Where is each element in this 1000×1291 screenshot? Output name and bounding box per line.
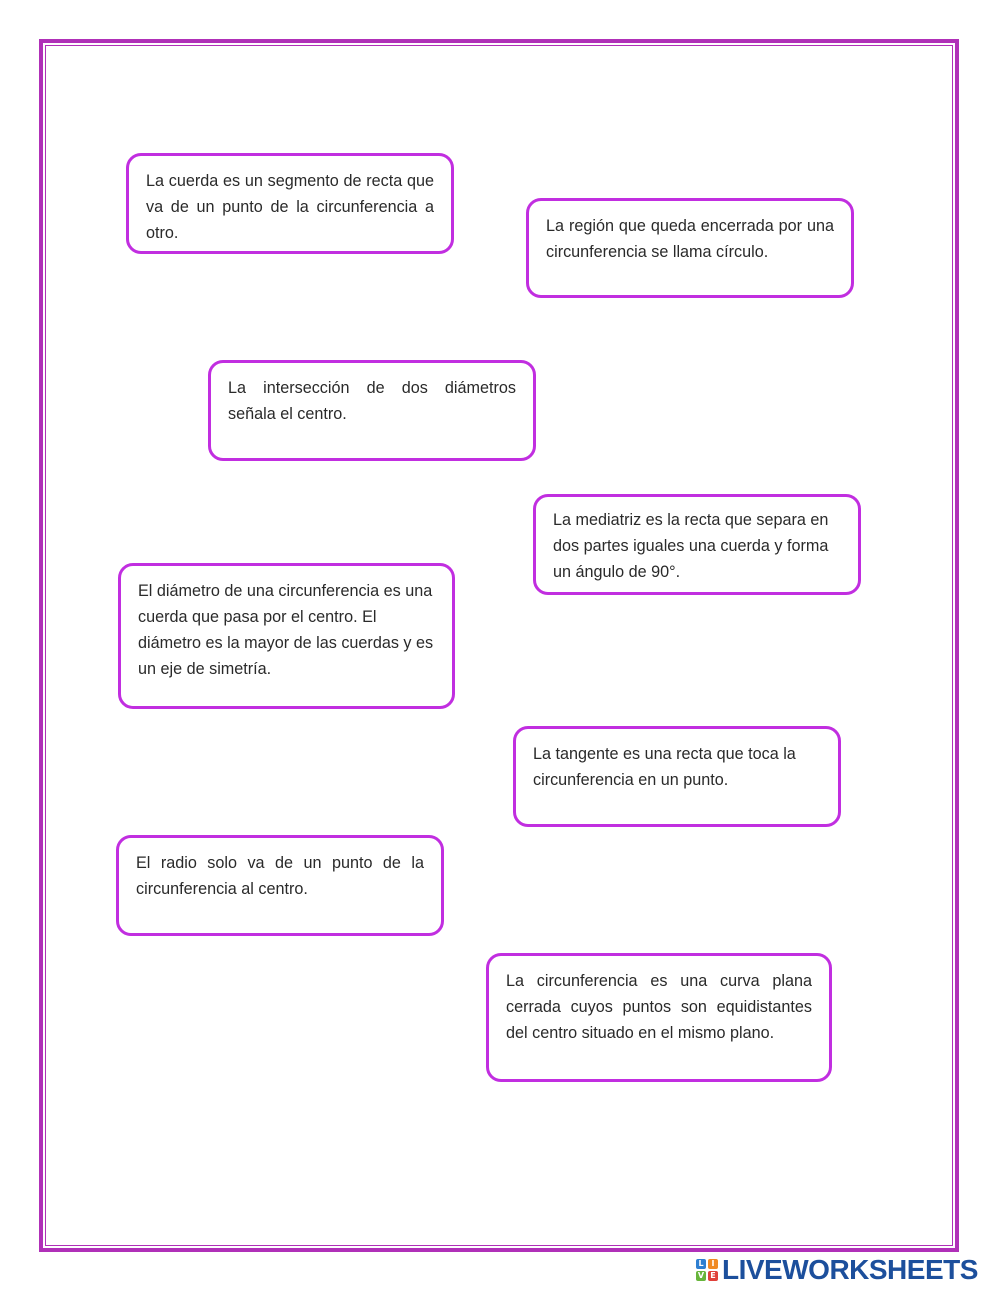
card-text: La intersección de dos diámetros señala el centro.	[228, 379, 516, 423]
liveworksheets-brand	[696, 1255, 978, 1285]
definition-card-diametro[interactable]	[118, 563, 455, 709]
definition-card-centro[interactable]	[208, 360, 536, 461]
logo-letter-e: E	[708, 1271, 718, 1281]
card-text: El radio solo va de un punto de la circunferencia al centro.	[136, 854, 424, 898]
logo-letter-l: L	[696, 1259, 706, 1269]
brand-name: LIVEWORKSHEETS	[722, 1254, 978, 1285]
liveworksheets-logo-icon	[696, 1259, 718, 1281]
card-text: La circunferencia es una curva plana cerrada cuyos puntos son equidistantes del centro situado en el mismo plano.	[506, 972, 812, 1042]
definition-card-mediatriz[interactable]	[533, 494, 861, 595]
definition-card-cuerda[interactable]	[126, 153, 454, 254]
definition-card-circunferencia[interactable]	[486, 953, 832, 1082]
card-text: La región que queda encerrada por una circunferencia se llama círculo.	[546, 217, 834, 261]
card-text: El diámetro de una circunferencia es una cuerda que pasa por el centro. El diámetro es la mayor de las cuerdas y es un eje de simetría.	[138, 582, 434, 678]
logo-letter-i: I	[708, 1259, 718, 1269]
logo-letter-v: V	[697, 1271, 705, 1280]
card-text: La tangente es una recta que toca la circunferencia en un punto.	[533, 745, 796, 789]
definition-card-radio[interactable]	[116, 835, 444, 936]
card-text: La cuerda es un segmento de recta que va de un punto de la circunferencia a otro.	[146, 172, 434, 242]
card-text: La mediatriz es la recta que separa en dos partes iguales una cuerda y forma un ángulo de 90°.	[553, 511, 829, 581]
definition-card-tangente[interactable]	[513, 726, 841, 827]
definition-card-circulo[interactable]	[526, 198, 854, 298]
